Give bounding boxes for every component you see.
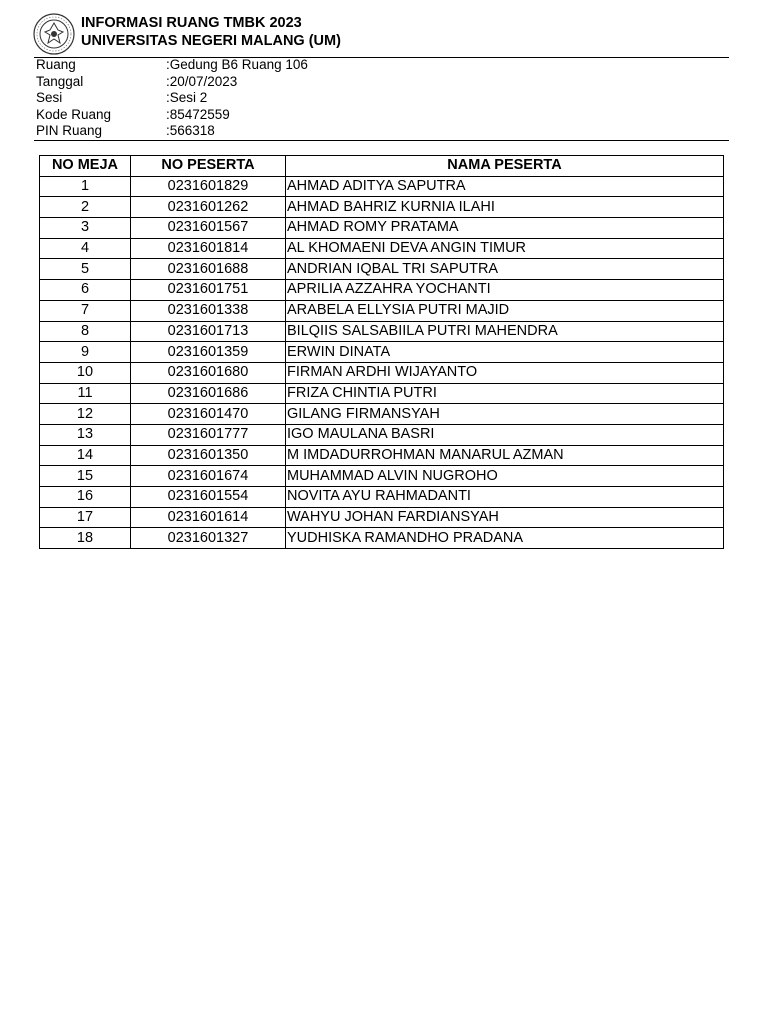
- cell-no-peserta: 0231601554: [131, 487, 286, 508]
- cell-no-peserta: 0231601751: [131, 280, 286, 301]
- cell-nama-peserta: WAHYU JOHAN FARDIANSYAH: [286, 507, 724, 528]
- header-divider: [34, 57, 729, 58]
- table-row: [40, 300, 724, 321]
- cell-nama-peserta: NOVITA AYU RAHMADANTI: [286, 487, 724, 508]
- cell-nama-peserta: ARABELA ELLYSIA PUTRI MAJID: [286, 300, 724, 321]
- table-row: [40, 280, 724, 301]
- table-row: [40, 507, 724, 528]
- cell-no-meja: 4: [40, 238, 131, 259]
- cell-nama-peserta: AHMAD ADITYA SAPUTRA: [286, 176, 724, 197]
- table-row: [40, 342, 724, 363]
- cell-no-meja: 1: [40, 176, 131, 197]
- cell-no-peserta: 0231601674: [131, 466, 286, 487]
- cell-no-peserta: 0231601262: [131, 197, 286, 218]
- cell-no-peserta: 0231601327: [131, 528, 286, 549]
- table-row: [40, 259, 724, 280]
- table-row: [40, 197, 724, 218]
- cell-nama-peserta: YUDHISKA RAMANDHO PRADANA: [286, 528, 724, 549]
- cell-no-meja: 17: [40, 507, 131, 528]
- info-value: :85472559: [166, 106, 230, 122]
- table-row: [40, 445, 724, 466]
- page-title: INFORMASI RUANG TMBK 2023: [81, 15, 302, 31]
- university-seal-icon: [33, 13, 75, 55]
- column-header-no-peserta: NO PESERTA: [131, 156, 286, 177]
- table-row: [40, 238, 724, 259]
- cell-no-peserta: 0231601350: [131, 445, 286, 466]
- cell-no-meja: 6: [40, 280, 131, 301]
- cell-no-meja: 18: [40, 528, 131, 549]
- table-body: [40, 176, 724, 548]
- cell-no-peserta: 0231601614: [131, 507, 286, 528]
- column-header-nama-peserta: NAMA PESERTA: [286, 156, 724, 177]
- cell-no-meja: 14: [40, 445, 131, 466]
- table-row: [40, 218, 724, 239]
- cell-nama-peserta: FRIZA CHINTIA PUTRI: [286, 383, 724, 404]
- column-header-no-meja: NO MEJA: [40, 156, 131, 177]
- cell-no-meja: 11: [40, 383, 131, 404]
- cell-nama-peserta: IGO MAULANA BASRI: [286, 424, 724, 445]
- cell-no-peserta: 0231601829: [131, 176, 286, 197]
- cell-no-meja: 2: [40, 197, 131, 218]
- info-label: Tanggal: [36, 73, 84, 89]
- cell-no-peserta: 0231601567: [131, 218, 286, 239]
- cell-no-peserta: 0231601680: [131, 362, 286, 383]
- cell-no-peserta: 0231601470: [131, 404, 286, 425]
- cell-nama-peserta: AHMAD ROMY PRATAMA: [286, 218, 724, 239]
- table-row: [40, 424, 724, 445]
- cell-nama-peserta: FIRMAN ARDHI WIJAYANTO: [286, 362, 724, 383]
- cell-no-peserta: 0231601338: [131, 300, 286, 321]
- university-name: UNIVERSITAS NEGERI MALANG (UM): [81, 33, 341, 49]
- cell-no-peserta: 0231601777: [131, 424, 286, 445]
- cell-no-meja: 12: [40, 404, 131, 425]
- table-row: [40, 466, 724, 487]
- cell-nama-peserta: APRILIA AZZAHRA YOCHANTI: [286, 280, 724, 301]
- cell-no-meja: 10: [40, 362, 131, 383]
- info-label: PIN Ruang: [36, 123, 103, 138]
- cell-no-meja: 5: [40, 259, 131, 280]
- cell-no-meja: 13: [40, 424, 131, 445]
- info-value: :Gedung B6 Ruang 106: [166, 57, 308, 72]
- table-row: [40, 383, 724, 404]
- cell-no-meja: 3: [40, 218, 131, 239]
- table-row: [40, 321, 724, 342]
- cell-no-peserta: 0231601359: [131, 342, 286, 363]
- participant-table: [39, 155, 724, 549]
- cell-no-meja: 8: [40, 321, 131, 342]
- cell-no-meja: 7: [40, 300, 131, 321]
- info-label: Kode Ruang: [36, 106, 112, 122]
- cell-nama-peserta: GILANG FIRMANSYAH: [286, 404, 724, 425]
- table-row: [40, 176, 724, 197]
- cell-nama-peserta: M IMDADURROHMAN MANARUL AZMAN: [286, 445, 724, 466]
- cell-nama-peserta: ANDRIAN IQBAL TRI SAPUTRA: [286, 259, 724, 280]
- cell-nama-peserta: AL KHOMAENI DEVA ANGIN TIMUR: [286, 238, 724, 259]
- table-row: [40, 487, 724, 508]
- info-value: :20/07/2023: [166, 73, 238, 89]
- cell-no-meja: 15: [40, 466, 131, 487]
- info-divider: [34, 140, 729, 141]
- cell-no-peserta: 0231601688: [131, 259, 286, 280]
- info-value: :Sesi 2: [166, 90, 208, 105]
- info-label: Ruang: [36, 57, 76, 72]
- table-row: [40, 404, 724, 425]
- table-row: [40, 362, 724, 383]
- info-label: Sesi: [36, 90, 63, 105]
- cell-nama-peserta: ERWIN DINATA: [286, 342, 724, 363]
- info-value: :566318: [166, 123, 215, 138]
- cell-no-peserta: 0231601713: [131, 321, 286, 342]
- cell-no-peserta: 0231601814: [131, 238, 286, 259]
- cell-no-meja: 9: [40, 342, 131, 363]
- cell-nama-peserta: MUHAMMAD ALVIN NUGROHO: [286, 466, 724, 487]
- cell-nama-peserta: AHMAD BAHRIZ KURNIA ILAHI: [286, 197, 724, 218]
- table-header-row: [40, 156, 724, 177]
- cell-no-meja: 16: [40, 487, 131, 508]
- cell-no-peserta: 0231601686: [131, 383, 286, 404]
- cell-nama-peserta: BILQIIS SALSABIILA PUTRI MAHENDRA: [286, 321, 724, 342]
- table-row: [40, 528, 724, 549]
